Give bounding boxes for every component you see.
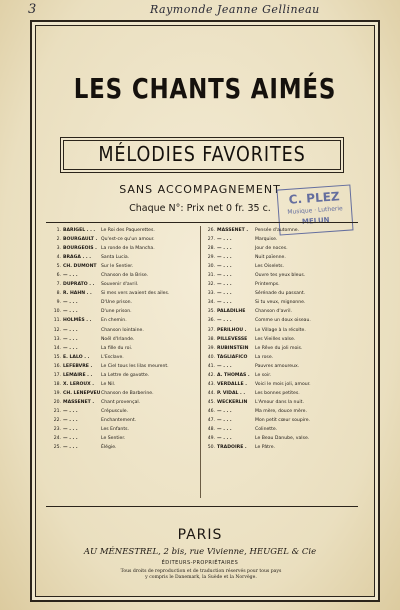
song-list-item [202, 380, 358, 389]
song-title: Mon petit cœur soupire. [255, 417, 311, 423]
song-title: Marquise. [255, 237, 278, 243]
song-number: 50. [207, 445, 215, 451]
song-list-item [202, 244, 358, 253]
handwritten-number: 3 [28, 2, 37, 17]
song-list-item [202, 443, 358, 452]
song-number: 41. [207, 363, 215, 369]
song-number: 4. [56, 255, 61, 261]
song-title: L'Amour dans la nuit. [255, 399, 304, 405]
song-list-item [202, 226, 358, 235]
stamp-city: MELUN [301, 216, 330, 226]
composer-name: — . . . [63, 273, 78, 279]
composer-name: TRADOIRE . [217, 445, 247, 451]
composer-name: BARIGEL . . . [63, 228, 96, 233]
song-title: La Lettre de gavotte. [101, 372, 150, 378]
rights-line-1: Tous droits de reproduction et de traduction réservés pour tous pays [120, 569, 282, 574]
handwritten-owner-name: Raymonde Jeanne Gellineau [150, 3, 320, 16]
song-list-item [48, 344, 204, 353]
song-title: La fille du roi. [101, 345, 133, 351]
subtitle: MÉLODIES FAVORITES [98, 142, 306, 166]
composer-name: — . . . [217, 363, 232, 369]
song-title: Pensée d'automne. [255, 228, 300, 233]
composer-name: — . . . [217, 282, 232, 288]
composer-name: BRAGA . . . [63, 255, 91, 261]
song-number: 39. [207, 345, 215, 351]
composer-name: HOLMÈS . . [63, 318, 92, 324]
song-title: Sur le Sentier. [101, 264, 134, 270]
song-number: 13. [53, 336, 61, 342]
editors-line: ÉDITEURS-PROPRIÉTAIRES [161, 560, 239, 566]
list-top-rule [46, 222, 358, 223]
song-number: 11. [53, 318, 61, 324]
composer-name: — . . . [217, 246, 232, 252]
composer-name: DUPRATO . . [63, 282, 95, 288]
composer-name: — . . . [217, 300, 232, 306]
composer-name: — . . . [63, 436, 78, 442]
song-list-item [48, 434, 204, 443]
song-list-item [48, 416, 204, 425]
song-list-item [202, 262, 358, 271]
composer-name: BOURGAULT . [63, 237, 98, 243]
song-title: D'une prison. [101, 309, 132, 315]
song-number: 25. [53, 445, 61, 451]
song-list-item [48, 316, 204, 325]
song-title: Chanson de la Brise. [101, 273, 149, 279]
composer-name: — . . . [217, 436, 232, 442]
song-title: Chanson lointaine. [101, 327, 144, 333]
song-list-item [202, 425, 358, 434]
composer-name: CH. DUMONT [63, 264, 97, 270]
song-title: Qu'est-ce qu'un amour. [101, 237, 155, 243]
song-list-item [48, 262, 204, 271]
song-title: Si tu veux, mignonne. [255, 300, 306, 306]
song-list-item [48, 235, 204, 244]
composer-name: VERDALLE . [217, 381, 247, 387]
song-number: 7. [56, 282, 61, 288]
song-title: Jour de noces. [255, 246, 288, 252]
composer-name: — . . . [217, 417, 232, 423]
song-number: 26. [207, 228, 215, 233]
song-number: 27. [207, 237, 215, 243]
rights-notice [46, 569, 356, 581]
song-list-right [202, 226, 358, 452]
song-title: Chanson de Barberine. [101, 390, 154, 396]
composer-name: CH. LENEPVEU [63, 390, 101, 396]
song-list-item [48, 244, 204, 253]
series-title: LES CHANTS AIMÉS [73, 72, 337, 105]
composer-name: — . . . [63, 427, 78, 433]
composer-name: — . . . [63, 417, 78, 423]
song-title: Ma mère, douce mère. [255, 408, 307, 414]
composer-name: WECKERLIN [217, 399, 248, 405]
song-list-item [48, 425, 204, 434]
song-list-item [202, 235, 358, 244]
song-number: 15. [53, 354, 61, 360]
composer-name: R. HAHN . . [63, 291, 92, 297]
song-title: Le Roi des Paquerettes. [101, 228, 155, 233]
song-title: Le Ciel tous les lilas meurent. [101, 363, 169, 369]
composer-name: — . . . [217, 408, 232, 414]
composer-name: — . . . [63, 345, 78, 351]
song-number: 43. [207, 381, 215, 387]
song-list-item [48, 380, 204, 389]
song-list-item [202, 353, 358, 362]
composer-name: — . . . [63, 445, 78, 451]
song-title: Les Enfants. [101, 427, 129, 433]
song-list-left [48, 226, 204, 452]
song-title: Sérénade du passant. [255, 291, 306, 297]
composer-name: MASSENET . [217, 228, 249, 233]
song-number: 46. [207, 408, 215, 414]
song-number: 2. [56, 237, 61, 243]
composer-name: PALADILHE [217, 309, 246, 315]
composer-name: TAGLIAFICO [217, 354, 248, 360]
song-number: 3. [56, 246, 61, 252]
song-list-item [48, 253, 204, 262]
song-title: Le Beau Danube, valse. [255, 436, 310, 442]
song-title: La rose. [255, 354, 274, 360]
song-title: Le Village à la récolte. [255, 327, 306, 333]
song-number: 5. [56, 264, 61, 270]
song-number: 31. [207, 273, 215, 279]
song-title: Enchantement. [101, 417, 137, 423]
stamp-subtitle: Musique · Lutherie [287, 205, 343, 216]
song-title: Chanson d'avril. [255, 309, 293, 315]
song-number: 48. [207, 427, 215, 433]
song-title: Comme un doux oiseau. [255, 318, 311, 324]
song-title: Colinette. [255, 427, 278, 433]
song-list-item [48, 398, 204, 407]
song-title: Le Rêve du joli mois. [255, 345, 303, 351]
song-number: 10. [53, 309, 61, 315]
song-list-item [202, 335, 358, 344]
song-list-item [48, 353, 204, 362]
song-list-item [48, 226, 204, 235]
composer-name: — . . . [217, 273, 232, 279]
song-list-item [202, 280, 358, 289]
song-number: 20. [53, 399, 61, 405]
song-number: 21. [53, 408, 61, 414]
song-number: 6. [56, 273, 61, 279]
song-list-item [202, 298, 358, 307]
song-number: 1. [56, 228, 61, 233]
song-number: 45. [207, 399, 215, 405]
song-number: 32. [207, 282, 215, 288]
song-number: 49. [207, 436, 215, 442]
composer-name: — . . . [217, 237, 232, 243]
song-number: 23. [53, 427, 61, 433]
song-list-item [202, 398, 358, 407]
song-number: 8. [56, 291, 61, 297]
composer-name: LEFEBVRE . [63, 363, 93, 369]
song-title: Les Vieilles valse. [255, 336, 296, 342]
song-list-item [202, 362, 358, 371]
song-number: 28. [207, 246, 215, 252]
song-title: Les Oiselets. [255, 264, 285, 270]
song-list-item [48, 443, 204, 452]
song-title: Si mes vers avaient des ailes. [101, 291, 170, 297]
song-number: 37. [207, 327, 215, 333]
rights-line-2: y compris le Danemark, la Suède et la Norvège. [145, 575, 257, 580]
stamp-name: C. PLEZ [288, 189, 341, 207]
song-title: Chant provençal. [101, 399, 141, 405]
song-number: 18. [53, 381, 61, 387]
composer-name: RUBINSTEIN [217, 345, 249, 351]
song-list-item [48, 289, 204, 298]
composer-name: — . . . [63, 336, 78, 342]
song-list-item [202, 307, 358, 316]
composer-name: A. THOMAS . [217, 372, 250, 378]
song-title: En chemin. [101, 318, 127, 324]
song-title: Voici le mois joli, amour. [255, 381, 311, 387]
publication-place: PARIS [177, 527, 223, 543]
song-list-item [202, 407, 358, 416]
song-list-item [202, 316, 358, 325]
song-number: 9. [56, 300, 61, 306]
composer-name: X. LEROUX . [63, 381, 95, 387]
song-list-item [48, 335, 204, 344]
accompaniment-note: SANS ACCOMPAGNEMENT [119, 183, 281, 196]
song-number: 42. [207, 372, 215, 378]
song-number: 40. [207, 354, 215, 360]
song-number: 47. [207, 417, 215, 423]
song-number: 29. [207, 255, 215, 261]
song-title: Les bonnes petites. [255, 390, 300, 396]
publisher-line: AU MÉNESTREL, 2 bis, rue Vivienne, HEUGEL & Cie [83, 547, 317, 557]
song-list-item [202, 344, 358, 353]
composer-name: — . . . [217, 427, 232, 433]
song-title: Le Pâtre. [255, 445, 276, 451]
column-divider [200, 226, 201, 498]
composer-name: — . . . [217, 264, 232, 270]
subtitle-box [60, 137, 344, 173]
song-title: Noël d'Irlande. [101, 336, 135, 342]
song-number: 36. [207, 318, 215, 324]
song-number: 12. [53, 327, 61, 333]
list-bottom-rule [46, 506, 358, 507]
song-number: 35. [207, 309, 215, 315]
composer-name: — . . . [63, 327, 78, 333]
song-number: 16. [53, 363, 61, 369]
song-number: 14. [53, 345, 61, 351]
song-title: D'Une prison. [101, 300, 133, 306]
composer-name: — . . . [217, 291, 232, 297]
composer-name: BOURGEOIS . [63, 246, 97, 252]
song-title: Nuit païenne. [255, 255, 286, 261]
song-list-item [48, 280, 204, 289]
composer-name: P. VIDAL . . [217, 390, 246, 396]
song-title: Crépuscule. [101, 408, 129, 414]
composer-name: — . . . [63, 408, 78, 414]
song-list-item [48, 271, 204, 280]
composer-name: PERILHOU . [217, 327, 247, 333]
song-title: Le Sentier. [101, 436, 126, 442]
song-list-item [202, 389, 358, 398]
composer-name: MASSENET . [63, 399, 95, 405]
song-list-item [202, 253, 358, 262]
song-number: 38. [207, 336, 215, 342]
composer-name: E. LALO . . [63, 354, 90, 360]
song-list-item [48, 407, 204, 416]
song-number: 33. [207, 291, 215, 297]
song-list-item [48, 389, 204, 398]
song-title: La ronde de la Mancha. [101, 246, 155, 252]
price-note: Chaque N°: Prix net 0 fr. 35 c. [129, 203, 271, 214]
song-list-item [202, 434, 358, 443]
composer-name: — . . . [217, 255, 232, 261]
song-title: Le Nil. [101, 381, 116, 387]
song-number: 44. [207, 390, 215, 396]
composer-name: — . . . [63, 309, 78, 315]
composer-name: PILLEVESSE [217, 336, 248, 342]
song-title: Souvenir d'avril. [101, 282, 139, 288]
song-list-item [202, 326, 358, 335]
song-list-item [48, 371, 204, 380]
composer-name: — . . . [217, 318, 232, 324]
song-title: Printemps. [255, 282, 280, 288]
song-number: 30. [207, 264, 215, 270]
composer-name: LEMAIRE . . [63, 372, 93, 378]
song-list-item [48, 326, 204, 335]
song-list-item [48, 362, 204, 371]
song-title: L'Esclave. [101, 354, 124, 360]
song-title: Élégie. [101, 445, 117, 451]
song-title: Pauvres amoureux. [255, 363, 300, 369]
song-number: 17. [53, 372, 61, 378]
song-list-item [48, 307, 204, 316]
song-title: Ouvre tes yeux bleus. [255, 273, 306, 279]
composer-name: — . . . [63, 300, 78, 306]
song-number: 22. [53, 417, 61, 423]
song-number: 34. [207, 300, 215, 306]
song-list-item [202, 371, 358, 380]
song-list-item [48, 298, 204, 307]
song-list-item [202, 416, 358, 425]
song-title: Santa Lucia. [101, 255, 130, 261]
song-list-item [202, 289, 358, 298]
song-number: 19. [53, 390, 61, 396]
song-title: Le soir. [255, 372, 272, 378]
song-list-item [202, 271, 358, 280]
song-number: 24. [53, 436, 61, 442]
